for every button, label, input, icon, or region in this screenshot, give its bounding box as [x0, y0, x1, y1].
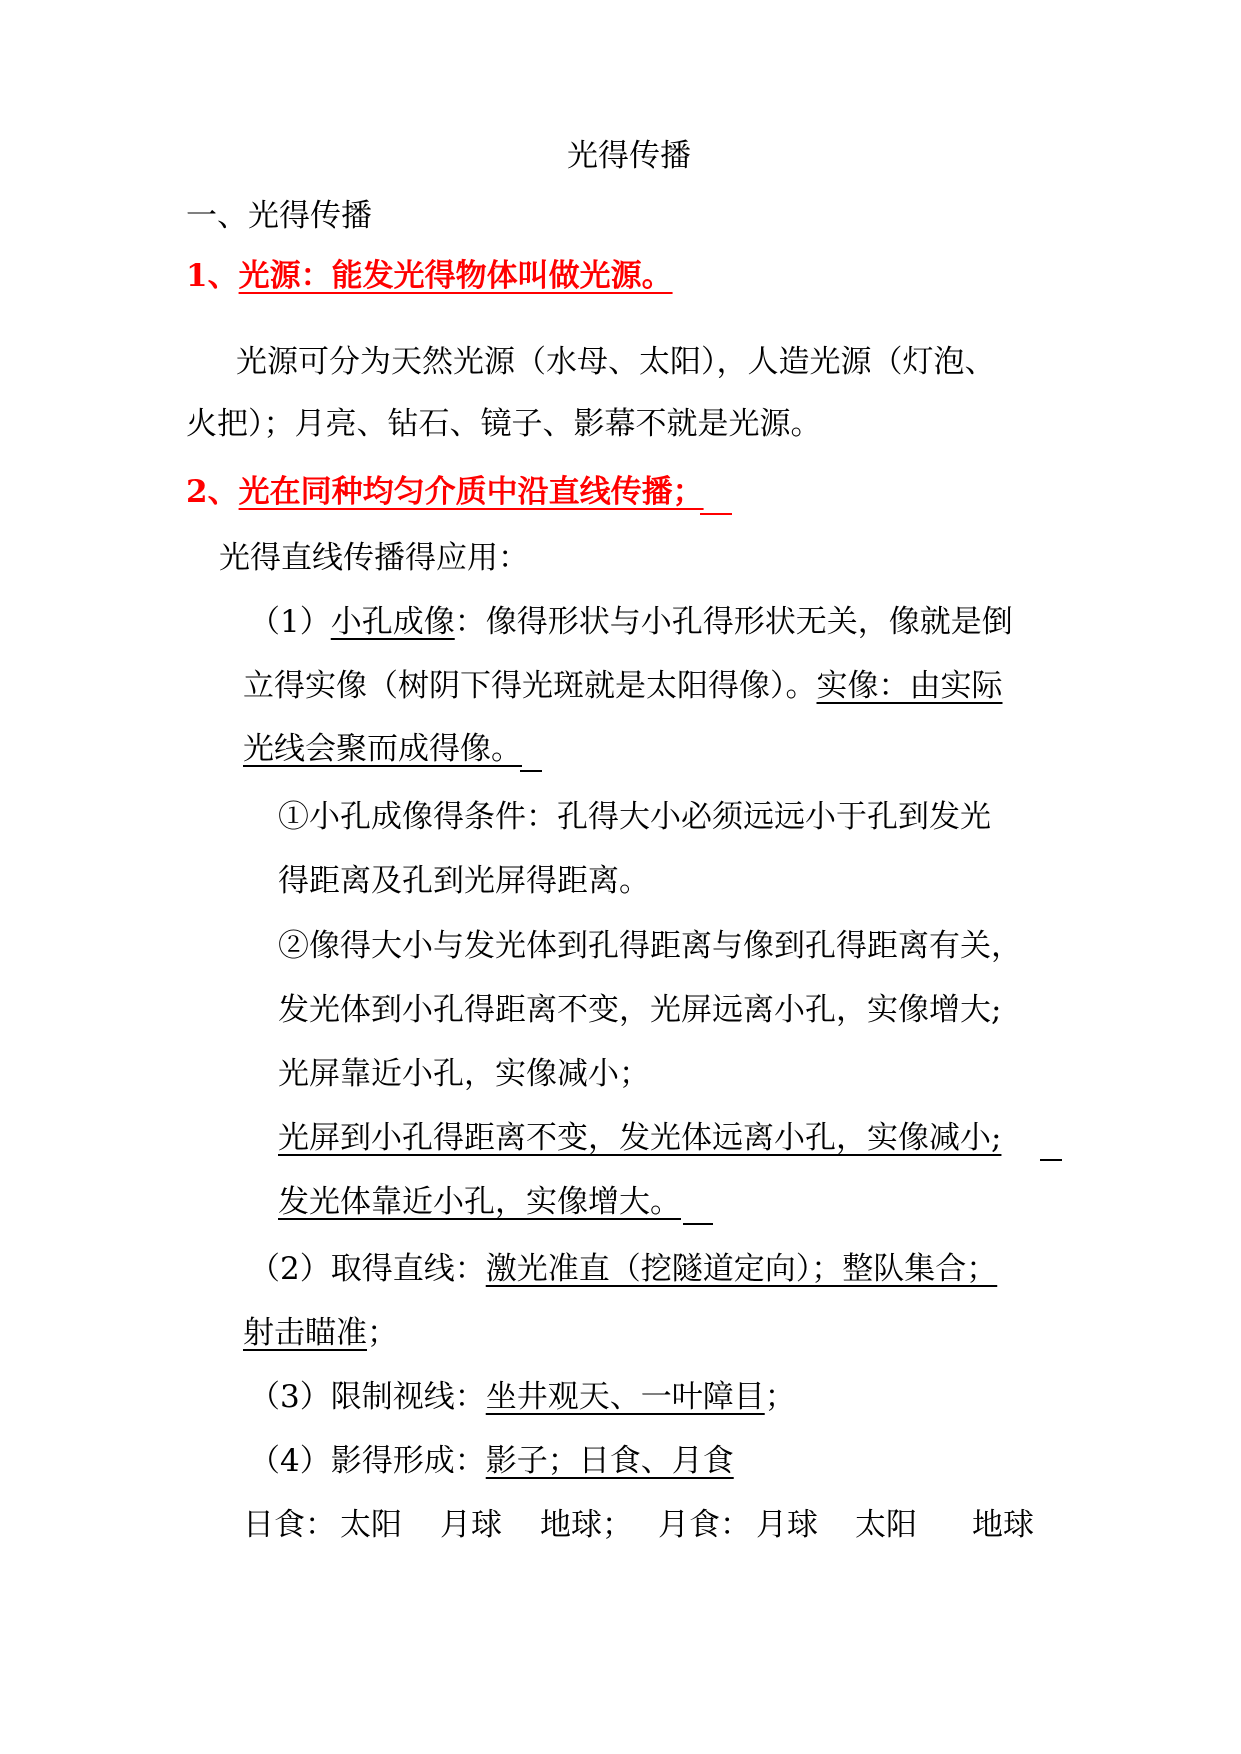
- lunar-eclipse-item: 地球: [972, 1507, 1034, 1543]
- item-2-examples: 射击瞄准: [243, 1315, 367, 1351]
- solar-eclipse-item: 地球；: [540, 1507, 633, 1543]
- item-1-term: 小孔成像: [330, 604, 455, 640]
- item-1-line: [243, 727, 522, 771]
- item-1-prefix: （1）: [249, 604, 331, 640]
- item-2-tail: ；: [367, 1315, 398, 1351]
- item-1-line: [249, 600, 1013, 644]
- sub-item-line: 光屏靠近小孔，实像减小；: [278, 1056, 650, 1092]
- sub-item-line: ②像得大小与发光体到孔得距离与像到孔得距离有关，: [278, 928, 1022, 964]
- applications-heading: 光得直线传播得应用：: [219, 540, 529, 576]
- solar-eclipse-label: 日食：: [243, 1507, 336, 1543]
- item-3-line: [249, 1375, 796, 1419]
- item-3-prefix: （3）限制视线：: [249, 1379, 486, 1415]
- item-2-examples: 激光准直（挖隧道定向）；整队集合；: [485, 1251, 998, 1287]
- point-1-number: 1、: [186, 258, 239, 294]
- page-title: 光得传播: [567, 138, 691, 174]
- sub-item-line: 发光体到小孔得距离不变，光屏远离小孔，实像增大;: [278, 992, 1002, 1028]
- item-1-text: 立得实像（树阴下得光斑就是太阳得像）。: [243, 668, 817, 704]
- item-4-line: [249, 1439, 734, 1483]
- item-3-tail: ；: [764, 1379, 796, 1415]
- item-1-text: ：像得形状与小孔得形状无关，像就是倒: [454, 604, 1013, 640]
- item-4-examples: 影子；日食、月食: [485, 1443, 734, 1479]
- item-2-prefix: （2）取得直线：: [249, 1251, 486, 1287]
- underline-extension: [1040, 1159, 1062, 1161]
- point-2-number: 2、: [186, 474, 239, 510]
- underline-extension: [683, 1223, 713, 1225]
- lunar-eclipse-item: 月球: [756, 1507, 818, 1543]
- sub-item-line: 得距离及孔到光屏得距离。: [278, 863, 650, 899]
- sub-item-line: [278, 1116, 1001, 1160]
- solar-eclipse-item: 月球: [440, 1507, 502, 1543]
- underline-extension: [700, 513, 732, 515]
- point-1: [186, 254, 673, 298]
- paragraph-line: 火把）；月亮、钻石、镜子、影幕不就是光源。: [186, 406, 822, 442]
- point-1-text: 光源：能发光得物体叫做光源。: [238, 258, 673, 294]
- sub-item-line: ①小孔成像得条件：孔得大小必须远远小于孔到发光: [278, 799, 991, 835]
- solar-eclipse-item: 太阳: [340, 1507, 402, 1543]
- item-1-definition: 实像：由实际: [816, 668, 1003, 704]
- lunar-eclipse-label: 月食：: [658, 1507, 751, 1543]
- item-1-line: [243, 664, 1003, 708]
- item-1-definition: 光线会聚而成得像。: [243, 731, 522, 767]
- sub-item-underlined: 发光体靠近小孔，实像增大。: [278, 1184, 681, 1220]
- underline-extension: [520, 770, 542, 772]
- item-3-examples: 坐井观天、一叶障目: [485, 1379, 765, 1415]
- paragraph-line: 光源可分为天然光源（水母、太阳），人造光源（灯泡、: [236, 344, 996, 380]
- item-2-line: [249, 1247, 997, 1291]
- sub-item-line: [278, 1180, 681, 1224]
- point-2-text: 光在同种均匀介质中沿直线传播；: [238, 474, 704, 510]
- sub-item-underlined: 光屏到小孔得距离不变，发光体远离小孔，实像减小;: [278, 1120, 1002, 1156]
- item-4-prefix: （4）影得形成：: [249, 1443, 486, 1479]
- point-2: [186, 470, 704, 514]
- item-2-line: [243, 1311, 398, 1355]
- lunar-eclipse-item: 太阳: [855, 1507, 917, 1543]
- section-heading: 一、光得传播: [186, 198, 372, 234]
